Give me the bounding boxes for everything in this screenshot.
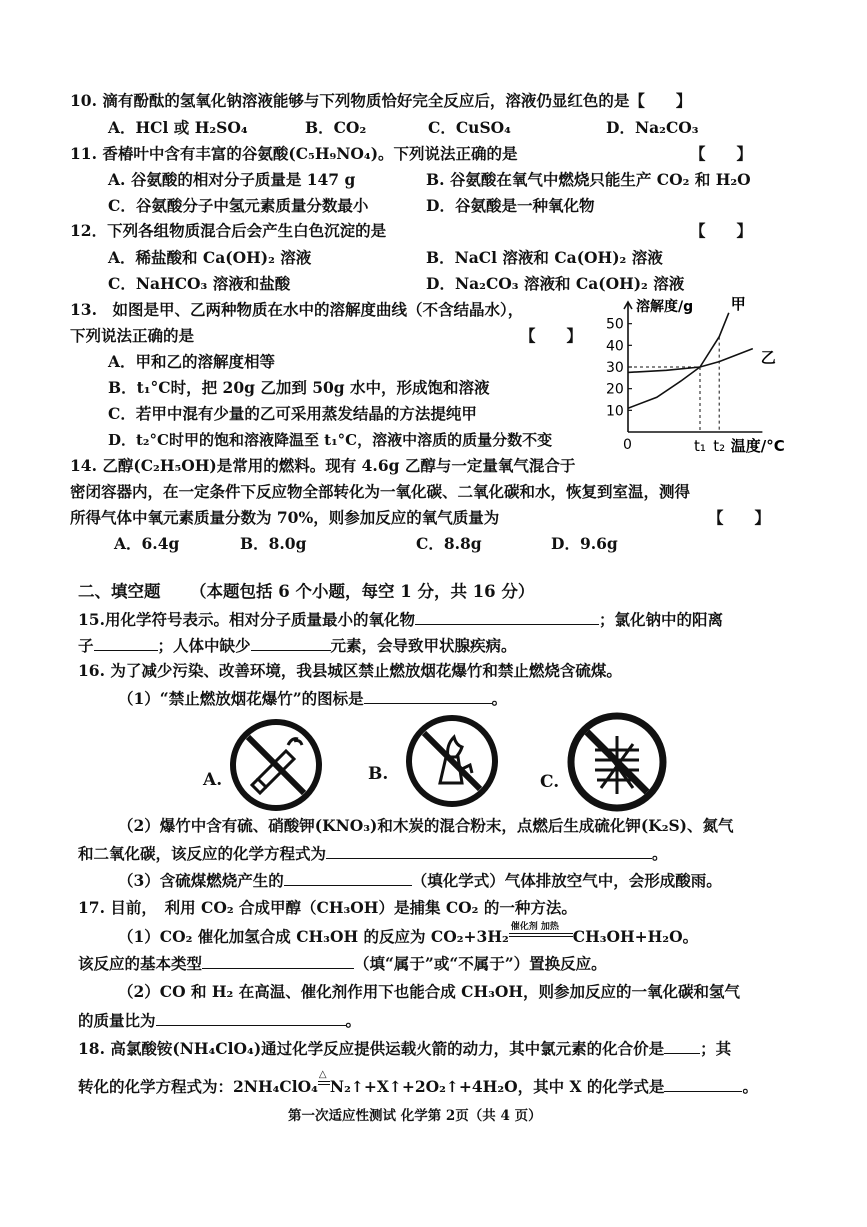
q17-ratio-text: 的质量比为 bbox=[78, 1011, 156, 1030]
q18-text-4: N₂↑+X↑+2O₂↑+4H₂O，其中 X 的化学式是 bbox=[329, 1077, 665, 1096]
q12-answer-bracket: 【 】 bbox=[690, 221, 753, 240]
y-tick-label: 30 bbox=[606, 360, 624, 376]
q10-option-b: B．CO₂ bbox=[305, 118, 367, 137]
q16-sub2-line2 bbox=[78, 843, 668, 864]
q13-option-d: D．t₂°C时甲的饱和溶液降温至 t₁°C，溶液中溶质的质量分数不变 bbox=[108, 431, 553, 449]
q11-option-a: A. 谷氨酸的相对分子质量是 147 g bbox=[108, 170, 356, 189]
q17-type-hint: （填“属于”或“不属于”）置换反应。 bbox=[354, 954, 607, 973]
y-tick-label: 20 bbox=[606, 381, 624, 398]
q15-blank-element[interactable] bbox=[251, 635, 331, 651]
q14-option-c: C．8.8g bbox=[416, 534, 482, 553]
q16-sub1-end: 。 bbox=[491, 689, 508, 708]
q15-text-1: 15.用化学符号表示。相对分子质量最小的氧化物 bbox=[78, 610, 415, 629]
q11-answer-bracket: 【 】 bbox=[690, 144, 753, 163]
q15-text-3: 子 bbox=[78, 636, 94, 655]
q17-sub1-line2 bbox=[78, 953, 607, 974]
q16-sub3 bbox=[118, 870, 722, 891]
q17-products: CH₃OH+H₂O。 bbox=[572, 927, 699, 946]
q12-option-c: C．NaHCO₃ 溶液和盐酸 bbox=[108, 274, 291, 293]
q17-reaction-arrow bbox=[509, 922, 573, 942]
q18-heat-sign bbox=[318, 1069, 330, 1092]
q17-ratio-end: 。 bbox=[345, 1011, 362, 1030]
q13-answer-bracket: 【 】 bbox=[520, 326, 583, 345]
series-label: 乙 bbox=[760, 348, 776, 367]
x-axis-label: 温度/°C bbox=[730, 437, 785, 455]
q15-line2 bbox=[78, 635, 517, 656]
q18-text-2: ；其 bbox=[700, 1039, 732, 1058]
q18-line1 bbox=[78, 1038, 731, 1059]
q13-stem-line2: 下列说法正确的是 bbox=[70, 326, 195, 345]
q18-blank-formula[interactable] bbox=[664, 1076, 742, 1092]
icon-label-c: C. bbox=[540, 772, 560, 792]
no-fireworks-icon bbox=[565, 710, 669, 814]
q16-stem: 16. 为了减少污染、改善环境，我县城区禁止燃放烟花爆竹和禁止燃烧含硫煤。 bbox=[78, 661, 622, 680]
no-lighter-icon bbox=[404, 713, 500, 809]
q16-blank-icon[interactable] bbox=[364, 688, 492, 704]
q18-line2 bbox=[78, 1069, 758, 1097]
q15-text-5: 元素，会导致甲状腺疾病。 bbox=[330, 636, 517, 655]
q15-blank-oxide[interactable] bbox=[415, 609, 599, 625]
q14-line3: 所得气体中氧元素质量分数为 70%，则参加反应的氧气质量为 bbox=[70, 508, 500, 527]
q18-text-5: 。 bbox=[742, 1077, 758, 1096]
q11-option-c: C．谷氨酸分子中氢元素质量分数最小 bbox=[108, 196, 369, 215]
series-label: 甲 bbox=[730, 294, 746, 313]
q14-line2: 密闭容器内，在一定条件下反应物全部转化为一氧化碳、二氧化碳和水，恢复到室温，测得 bbox=[70, 482, 691, 501]
y-tick-label: 40 bbox=[606, 338, 624, 355]
q14-answer-bracket: 【 】 bbox=[708, 508, 771, 527]
q10-option-a: A．HCl 或 H₂SO₄ bbox=[108, 118, 248, 137]
q14-option-a: A．6.4g bbox=[114, 534, 180, 553]
q17-condition: 催化剂 加热 bbox=[510, 922, 559, 932]
q14-option-b: B．8.0g bbox=[240, 534, 307, 553]
q13-option-b: B．t₁°C时，把 20g 乙加到 50g 水中，形成饱和溶液 bbox=[108, 378, 490, 397]
q15-line1 bbox=[78, 609, 723, 630]
q15-text-2: ；氯化钠中的阳离 bbox=[598, 610, 723, 629]
q13-stem-line1: 13. 如图是甲、乙两种物质在水中的溶解度曲线（不含结晶水）， bbox=[70, 300, 524, 319]
q16-sub2-text: 和二氧化碳，该反应的化学方程式为 bbox=[78, 844, 327, 863]
q16-sub3-text-2: （填化学式）气体排放空气中，会形成酸雨。 bbox=[411, 871, 722, 890]
q16-blank-equation[interactable] bbox=[326, 843, 652, 859]
q10-stem: 10. 滴有酚酞的氢氧化钠溶液能够与下列物质恰好完全反应后，溶液仍显红色的是【 】 bbox=[70, 91, 692, 110]
q16-sub1-text: （1）“禁止燃放烟花爆竹”的图标是 bbox=[118, 689, 364, 708]
q12-option-d: D．Na₂CO₃ 溶液和 Ca(OH)₂ 溶液 bbox=[426, 274, 685, 293]
q17-sub2-line1: （2）CO 和 H₂ 在高温、催化剂作用下也能合成 CH₃OH，则参加反应的一氧化碳和氢气 bbox=[118, 982, 741, 1001]
origin-label: 0 bbox=[623, 437, 632, 453]
q15-blank-cation[interactable] bbox=[94, 635, 158, 651]
series-line-yi bbox=[628, 349, 753, 373]
q17-blank-ratio[interactable] bbox=[156, 1010, 346, 1026]
q16-sub2-end: 。 bbox=[652, 844, 668, 863]
solubility-chart bbox=[590, 290, 810, 465]
q16-blank-gas[interactable] bbox=[284, 870, 412, 886]
page-footer: 第一次适应性测试 化学第 2页（共 4 页） bbox=[288, 1108, 542, 1124]
y-tick-label: 50 bbox=[606, 316, 624, 333]
q15-text-4: ；人体中缺少 bbox=[157, 636, 251, 655]
q14-option-d: D．9.6g bbox=[551, 534, 618, 553]
x-tick-label: t₂ bbox=[713, 437, 726, 455]
section-note: （本题包括 6 个小题，每空 1 分，共 16 分） bbox=[190, 582, 535, 601]
q12-option-b: B．NaCl 溶液和 Ca(OH)₂ 溶液 bbox=[426, 248, 663, 267]
q10-option-d: D．Na₂CO₃ bbox=[606, 118, 699, 137]
no-smoking-icon bbox=[228, 717, 324, 813]
q12-stem: 12．下列各组物质混合后会产生白色沉淀的是 bbox=[70, 221, 387, 240]
x-tick-label: t₁ bbox=[694, 437, 706, 455]
icon-label-a: A. bbox=[203, 770, 223, 790]
y-tick-label: 10 bbox=[606, 403, 624, 420]
section-title: 二、填空题 bbox=[78, 582, 161, 601]
icon-label-b: B. bbox=[368, 764, 389, 784]
q17-type-text: 该反应的基本类型 bbox=[78, 954, 203, 973]
q11-stem: 11. 香椿叶中含有丰富的谷氨酸(C₅H₉NO₄)。下列说法正确的是 bbox=[70, 144, 518, 163]
q13-option-a: A．甲和乙的溶解度相等 bbox=[108, 352, 276, 371]
series-line-jia bbox=[628, 313, 729, 408]
q12-option-a: A．稀盐酸和 Ca(OH)₂ 溶液 bbox=[108, 248, 312, 267]
q17-sub1-line1 bbox=[118, 922, 699, 947]
q18-blank-valence[interactable] bbox=[664, 1038, 700, 1054]
q14-line1: 14. 乙醇(C₂H₅OH)是常用的燃料。现有 4.6g 乙醇与一定量氧气混合于 bbox=[70, 456, 576, 475]
q17-blank-type[interactable] bbox=[202, 953, 354, 969]
q17-sub2-line2 bbox=[78, 1010, 361, 1031]
q17-sub1-text: （1）CO₂ 催化加氢合成 CH₃OH 的反应为 CO₂+3H₂ bbox=[118, 927, 509, 946]
q13-option-c: C．若甲中混有少量的乙可采用蒸发结晶的方法提纯甲 bbox=[108, 404, 477, 423]
q18-text-1: 18. 高氯酸铵(NH₄ClO₄)通过化学反应提供运载火箭的动力，其中氯元素的化合价是 bbox=[78, 1039, 665, 1058]
q18-delta: △ bbox=[318, 1069, 327, 1080]
q17-stem: 17. 目前， 利用 CO₂ 合成甲醇（CH₃OH）是捕集 CO₂ 的一种方法。 bbox=[78, 898, 577, 917]
q16-sub3-text-1: （3）含硫煤燃烧产生的 bbox=[118, 871, 284, 890]
q16-sub1 bbox=[118, 688, 507, 709]
q16-sub2-line1: （2）爆竹中含有硫、硝酸钾(KNO₃)和木炭的混合粉末，点燃后生成硫化钾(K₂S)、氮气 bbox=[118, 816, 734, 835]
q18-text-3: 转化的化学方程式为：2NH₄ClO₄ bbox=[78, 1077, 318, 1096]
q11-option-d: D．谷氨酸是一种氧化物 bbox=[426, 196, 595, 215]
q10-option-c: C．CuSO₄ bbox=[428, 118, 511, 137]
y-axis-label: 溶解度/g bbox=[636, 299, 694, 315]
q11-option-b: B. 谷氨酸在氧气中燃烧只能生产 CO₂ 和 H₂O bbox=[426, 170, 751, 189]
